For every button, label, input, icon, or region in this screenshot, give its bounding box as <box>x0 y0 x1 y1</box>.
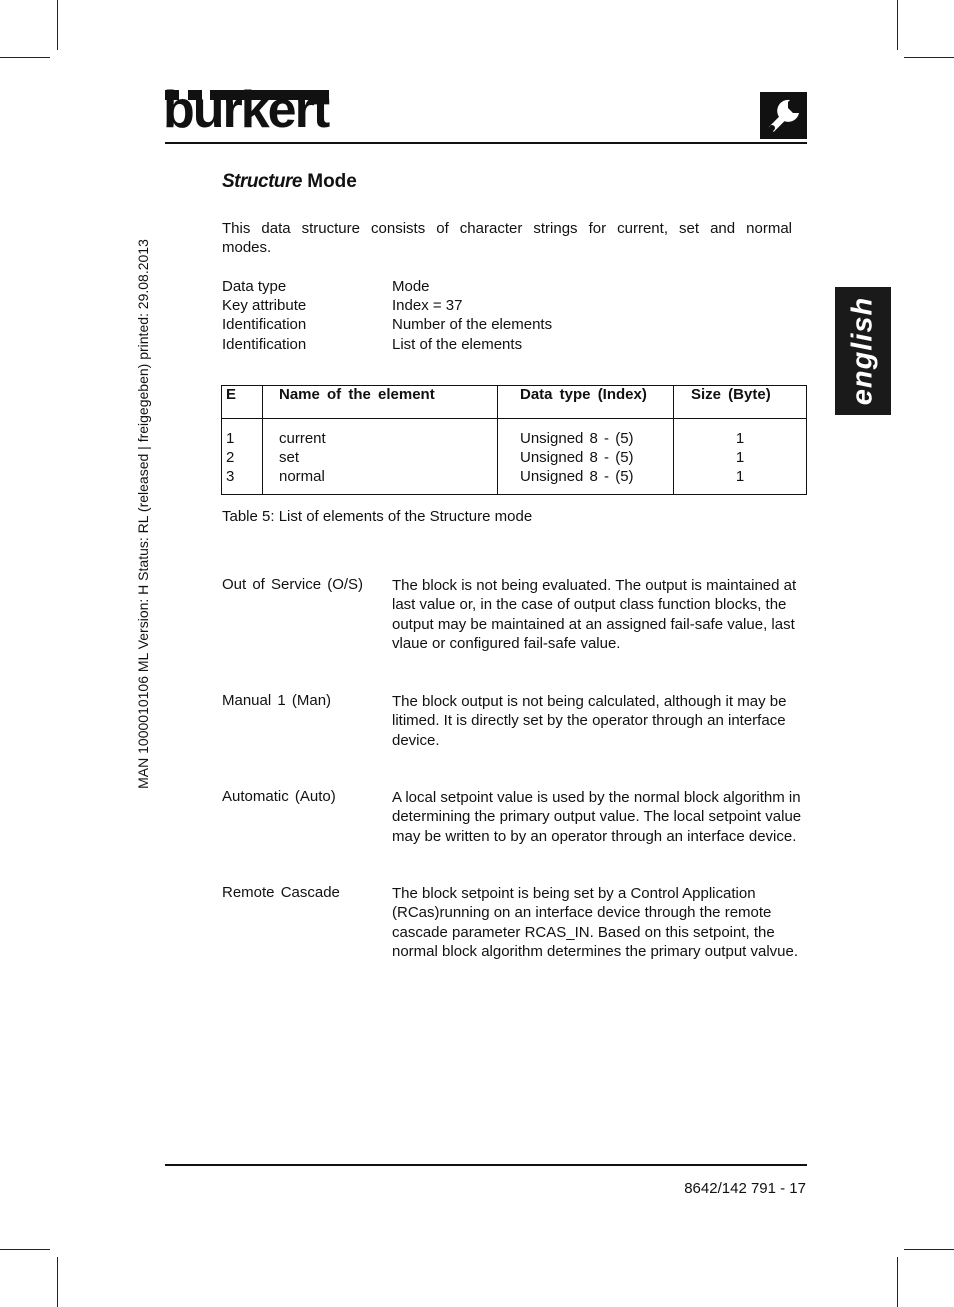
intro-paragraph: This data structure consists of character strings for current, set and normal modes. <box>222 220 792 257</box>
table-cell-datatype <box>498 419 674 495</box>
mode-description: The block is not being evaluated. The output is maintained at last value or, in the case of output class function blocks, the output may be maintained at an assigned fail-safe value, last vlaue or configured fail-safe value. <box>392 577 797 652</box>
document-status-label: MAN 1000010106 ML Version: H Status: RL (released | freigegeben) printed: 29.08.2013 <box>135 239 151 789</box>
attribute-value: Index = 37 <box>392 297 463 314</box>
column-header: Name of the element <box>263 386 498 419</box>
crop-mark <box>57 1257 58 1307</box>
crop-mark <box>57 0 58 50</box>
wrench-icon <box>760 92 807 139</box>
attribute-key: Key attribute <box>222 297 307 314</box>
mode-term: Remote Cascade <box>222 884 340 901</box>
footer-rule <box>165 1164 807 1166</box>
cell-value: set <box>279 449 300 466</box>
page-reference: 8642/142 791 - 17 <box>684 1180 806 1197</box>
cell-value: 1 <box>735 449 745 466</box>
cell-value: 1 <box>735 430 745 447</box>
cell-value: Unsigned 8 - (5) <box>520 449 634 466</box>
attribute-value: Number of the elements <box>392 316 553 333</box>
cell-value: Unsigned 8 - (5) <box>520 468 634 485</box>
table-row <box>222 419 807 495</box>
cell-value: 1 <box>735 468 745 485</box>
cell-value: 2 <box>226 449 235 466</box>
language-tab <box>835 287 891 415</box>
crop-mark <box>897 0 898 50</box>
elements-table <box>221 385 807 495</box>
mode-term: Automatic (Auto) <box>222 788 336 805</box>
cell-value: Unsigned 8 - (5) <box>520 430 634 447</box>
attribute-key: Identification <box>222 336 307 353</box>
crop-mark <box>904 1249 954 1250</box>
table-cell-size <box>674 419 807 495</box>
crop-mark <box>0 1249 50 1250</box>
table-cell-name <box>263 419 498 495</box>
table-header-row <box>222 386 807 419</box>
attribute-key: Identification <box>222 316 307 333</box>
attribute-key: Data type <box>222 278 287 295</box>
mode-term: Manual 1 (Man) <box>222 692 332 709</box>
mode-description: The block output is not being calculated, although it may be litimed. It is directly set by the operator through an interface device. <box>392 693 787 749</box>
table-caption: Table 5: List of elements of the Structure mode <box>222 508 533 525</box>
mode-term: Out of Service (O/S) <box>222 576 364 593</box>
cell-value: 1 <box>226 430 235 447</box>
brand-logo: burkert <box>163 81 329 139</box>
column-header: Data type (Index) <box>498 386 674 419</box>
language-tab-label: english <box>846 296 879 406</box>
table-cell-index <box>222 419 263 495</box>
column-header: Size (Byte) <box>674 386 807 419</box>
crop-mark <box>0 57 50 58</box>
cell-value: 3 <box>226 468 235 485</box>
mode-description: The block setpoint is being set by a Control Application (RCas)running on an interface device through the remote cascade parameter RCAS_IN. Based on this setpoint, the normal block algorithm determines the primary output valvue. <box>392 885 799 960</box>
cell-value: current <box>279 430 326 447</box>
crop-mark <box>904 57 954 58</box>
column-header: E <box>222 386 263 419</box>
header-rule <box>165 142 807 144</box>
attribute-value: Mode <box>392 278 430 295</box>
mode-description: A local setpoint value is used by the normal block algorithm in determining the primary output value. The local setpoint value may be written to by an operator through an interface device. <box>392 789 802 845</box>
attribute-value: List of the elements <box>392 336 523 353</box>
crop-mark <box>897 1257 898 1307</box>
section-title <box>222 171 357 193</box>
cell-value: normal <box>279 468 325 485</box>
section-title-italic: Structure <box>222 171 302 192</box>
section-title-rest: Mode <box>307 171 357 192</box>
